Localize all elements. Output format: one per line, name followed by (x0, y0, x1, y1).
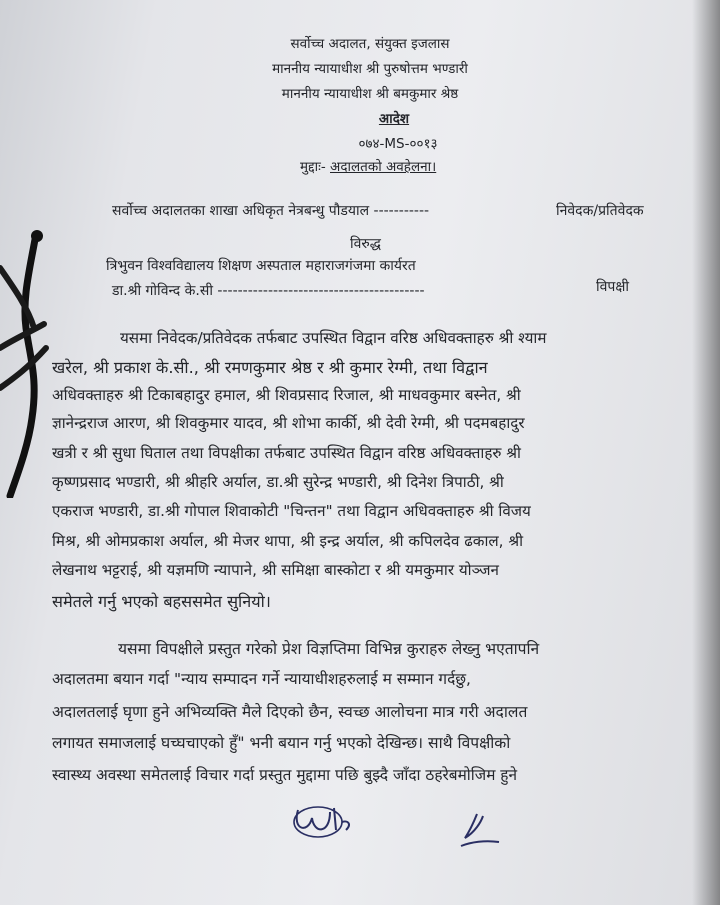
para1-line: समेतले गर्नु भएको बहससमेत सुनियो। (52, 592, 271, 611)
judge-2: माननीय न्यायाधीश श्री बमकुमार श्रेष्ठ (281, 86, 459, 102)
para1-line: एकराज भण्डारी, डा.श्री गोपाल शिवाकोटी "चिन्तन" तथा विद्वान अधिवक्ताहरु श्री विजय (52, 502, 531, 520)
binding-tie (0, 228, 60, 498)
case-number: ०७४-MS-००१३ (358, 136, 438, 152)
para2-line: अदालतमा बयान गर्दा "न्याय सम्पादन गर्ने न्यायाधीशहरुलाई म सम्मान गर्दछु, (52, 670, 471, 688)
petitioner-line: सर्वोच्च अदालतका शाखा अधिकृत नेत्रबन्धु पौडयाल ----------- (112, 203, 430, 219)
page-edge-shadow (692, 0, 720, 905)
para2-line: यसमा विपक्षीले प्रस्तुत गरेको प्रेश विज्ञप्तिमा विभिन्न कुराहरु लेख्नु भएतापनि (118, 640, 540, 658)
para1-line: ज्ञानेन्द्रराज आरण, श्री शिवकुमार यादव, श्री शोभा कार्की, श्री देवी रेग्मी, श्री पदमबहादुर (52, 414, 525, 432)
order-title: आदेश (378, 111, 410, 127)
judge-1: माननीय न्यायाधीश श्री पुरुषोत्तम भण्डारी (272, 61, 468, 77)
para2-line: अदालतलाई घृणा हुने अभिव्यक्ति मैले दिएको छैन, स्वच्छ आलोचना मात्र गरी अदालत (52, 703, 528, 721)
respondent-line-2: डा.श्री गोविन्द के.सी ----------------------------------------- (112, 283, 425, 299)
para1-line: खरेल, श्री प्रकाश के.सी., श्री रमणकुमार श्रेष्ठ र श्री कुमार रेग्मी, तथा विद्वान (52, 358, 488, 377)
para1-line: कृष्णप्रसाद भण्डारी, श्री श्रीहरि अर्याल, डा.श्री सुरेन्द्र भण्डारी, श्री दिनेश त्रिपाठी, श्री (52, 473, 504, 491)
para1-line: यसमा निवेदक/प्रतिवेदक तर्फबाट उपस्थित विद्वान वरिष्ठ अधिवक्ताहरु श्री श्याम (120, 329, 547, 347)
court-name: सर्वोच्च अदालत, संयुक्त इजलास (290, 36, 450, 52)
respondent-role: विपक्षी (596, 279, 630, 295)
handwritten-initials (290, 800, 360, 840)
subject-line (300, 157, 436, 175)
subject-label: मुद्दाः- (300, 159, 326, 175)
respondent-line-1: त्रिभुवन विश्वविद्यालय शिक्षण अस्पताल महाराजगंजमा कार्यरत (106, 258, 416, 274)
para2-line: लगायत समाजलाई घच्घचाएको हुँ" भनी बयान गर्नु भएको देखिन्छ। साथै विपक्षीको (52, 734, 511, 752)
versus-label: विरुद्ध (350, 236, 381, 252)
para1-line: खत्री र श्री सुधा घिताल तथा विपक्षीका तर्फबाट उपस्थित विद्वान वरिष्ठ अधिवक्ताहरु श्री (52, 444, 521, 462)
para1-line: अधिवक्ताहरु श्री टिकाबहादुर हमाल, श्री शिवप्रसाद रिजाल, श्री माधवकुमार बस्नेत, श्री (52, 386, 521, 404)
para1-line: मिश्र, श्री ओमप्रकाश अर्याल, श्री मेजर थापा, श्री इन्द्र अर्याल, श्री कपिलदेव ढकाल, श्री (52, 532, 524, 550)
petitioner-role: निवेदक/प्रतिवेदक (556, 203, 644, 219)
subject-text: अदालतको अवहेलना। (330, 159, 437, 175)
para1-line: लेखनाथ भट्टराई, श्री यज्ञमणि न्यापाने, श्री समिक्षा बास्कोटा र श्री यमकुमार योञ्जन (52, 561, 499, 579)
handwritten-signature (455, 808, 505, 852)
para2-line: स्वास्थ्य अवस्था समेतलाई विचार गर्दा प्रस्तुत मुद्दामा पछि बुझ्दै जाँदा ठहरेबमोजिम हुने (52, 766, 518, 784)
